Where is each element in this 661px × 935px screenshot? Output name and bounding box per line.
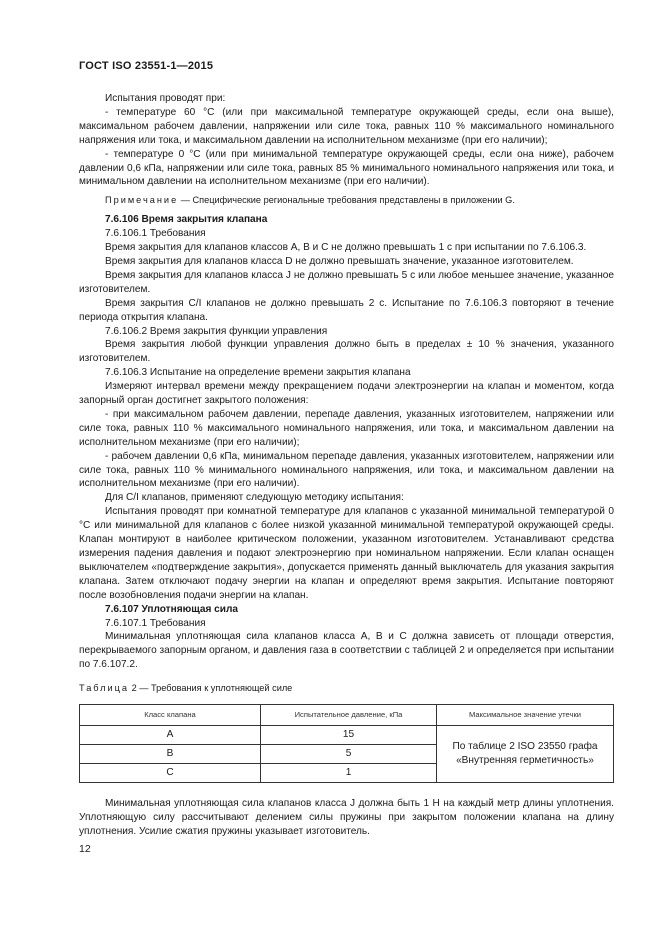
list-item: - температуре 60 °С (или при максимальной температуре окружающей среды, если она выше), максимальном рабочем давлении, напряжении или силе тока, равных 110 % максимального номинального напряжения или тока, и максимальном давлении на исполнительном механизме (при его наличии); <box>79 106 614 146</box>
list-item: - рабочем давлении 0,6 кПа, минимальном перепаде давления, указанных изготовителем, напряжении или силе тока, равных 110 % минимального номинального напряжения, или тока, и максимальном давлении на исполнительном механизме (при его наличии). <box>79 450 614 490</box>
table-caption <box>79 682 614 696</box>
table-cell: 1 <box>261 764 437 783</box>
section-heading: 7.6.106 Время закрытия клапана <box>105 214 268 226</box>
document-header: ГОСТ ISO 23551-1—2015 <box>79 60 214 72</box>
paragraph: Для С/I клапанов, применяют следующую методику испытания: <box>105 492 404 504</box>
table-header-cell: Максимальное значение утечки <box>437 705 614 726</box>
note <box>79 194 614 208</box>
subsection-heading: 7.6.106.1 Требования <box>105 228 206 240</box>
document-body <box>79 92 614 839</box>
subsection-heading: 7.6.107.1 Требования <box>105 617 206 629</box>
paragraph: Время закрытия для клапанов класса D не должно превышать значение, указанное изготовителем. <box>105 255 574 267</box>
paragraph: Испытания проводят при: <box>105 93 226 104</box>
table-header-row <box>80 705 614 726</box>
table-cell: C <box>80 764 261 783</box>
paragraph: Минимальная уплотняющая сила клапанов класса А, В и С должна зависеть от площади отверстия, перекрываемого запорным органом, и давления газа в соответствии с таблицей 2 и определяется при испытании по 7.6.107.2. <box>79 631 614 671</box>
table-cell: B <box>80 745 261 764</box>
paragraph: Время закрытия С/I клапанов не должно превышать 2 с. Испытание по 7.6.106.3 повторяют в течение периода открытия клапана. <box>79 297 614 323</box>
page-number: 12 <box>79 843 91 855</box>
table-cell: A <box>80 726 261 745</box>
section-heading: 7.6.107 Уплотняющая сила <box>105 603 239 615</box>
table-row <box>80 726 614 745</box>
list-item: - при максимальном рабочем давлении, перепаде давления, указанных изготовителем, напряжении или силе тока, равных 110 % максимального номинального напряжения, или тока, и максимальном давлении на исполнительном механизме (при его наличии); <box>79 408 614 448</box>
table-label: Таблица <box>79 683 130 694</box>
note-text: — Специфические региональные требования представлены в приложении G. <box>178 195 515 206</box>
table-cell: 5 <box>261 745 437 764</box>
table-caption-text: 2 — Требования к уплотняющей силе <box>129 683 293 694</box>
subsection-heading: 7.6.106.2 Время закрытия функции управления <box>105 325 328 337</box>
note-label: Примечание <box>105 195 179 206</box>
paragraph: Испытания проводят при комнатной температуре для клапанов с указанной минимальной температурой 0 °С или минимальной для клапанов с более низкой указанной минимальной температурой окружающей среды. Клапан монтируют в наиболее критическом положении, указанном изготовителем. Устанавливают средства измерения падения давления и подают электроэнергию при номинальном напряжении. Если клапан оснащен выключателем «подтверждение закрытия», допускается применять данный выключатель для указания закрытия клапана. Затем отключают подачу энергии на клапан и определяют время закрытия. Испытание повторяют после возобновления подачи энергии на клапан. <box>79 506 614 601</box>
paragraph: Измеряют интервал времени между прекращением подачи электроэнергии на клапан и моментом, когда запорный орган достигнет закрытого положения: <box>79 381 614 407</box>
table-header-cell: Испытательное давление, кПа <box>261 705 437 726</box>
list-item: - температуре 0 °С (или при минимальной температуре окружающей среды, если она ниже), рабочем давлении 0,6 кПа, напряжении или силе тока, равных 85 % минимального номинального напряжения или тока, и минимальном давлении на исполнительном механизме (при его наличии). <box>79 148 614 188</box>
table-cell: 15 <box>261 726 437 745</box>
paragraph: Время закрытия для клапанов классов А, В и С не должно превышать 1 с при испытании по 7.6.106.3. <box>105 242 587 254</box>
table-cell-merged: По таблице 2 ISO 23550 графа «Внутренняя герметичность» <box>437 726 614 783</box>
paragraph: Время закрытия для клапанов класса J не должно превышать 5 с или любое меньшее значение, указанное изготовителем. <box>79 269 614 295</box>
sealing-force-table <box>79 704 614 783</box>
table-header-cell: Класс клапана <box>80 705 261 726</box>
paragraph: Минимальная уплотняющая сила клапанов класса J должна быть 1 Н на каждый метр длины уплотнения. Уплотняющую силу рассчитывают делением силы пружины при закрытом положении клапана на длину уплотнения. Усилие сжатия пружины указывает изготовитель. <box>79 798 614 837</box>
paragraph: Время закрытия любой функции управления должно быть в пределах ± 10 % значения, указанного изготовителем. <box>79 339 614 365</box>
subsection-heading: 7.6.106.3 Испытание на определение времени закрытия клапана <box>105 367 411 379</box>
